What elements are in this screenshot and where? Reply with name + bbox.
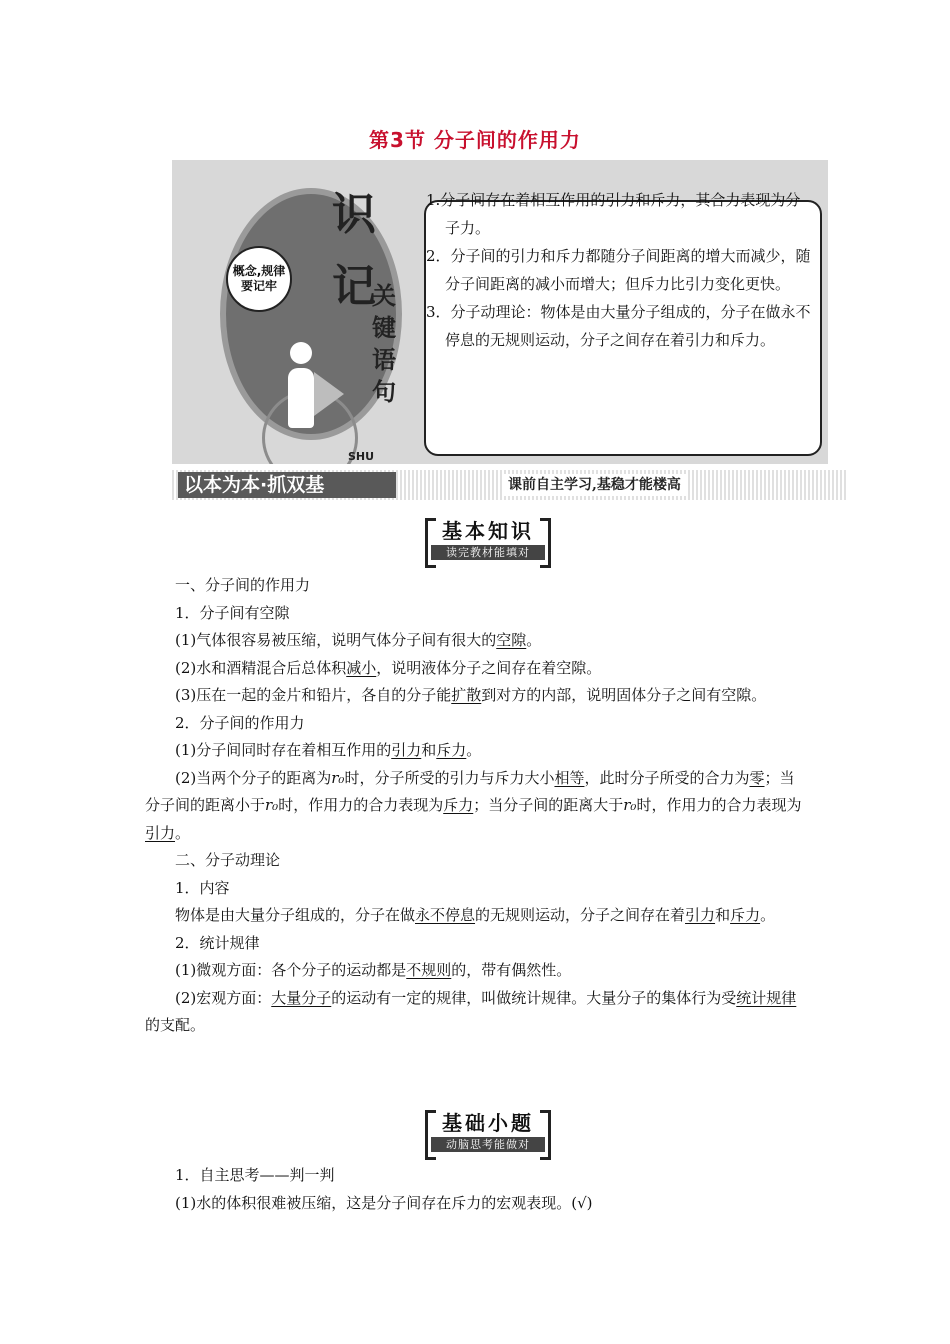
vertical-char: 键 (372, 314, 396, 342)
section-bar-title: 以本为本·抓双基 (178, 472, 396, 498)
banner-big-char-2: 记 (332, 261, 376, 312)
vertical-char: 句 (372, 378, 396, 406)
basic-knowledge-tag (425, 518, 551, 560)
blank-answer: 引力 (685, 906, 716, 924)
bracket-left-icon (425, 1110, 436, 1160)
banner-small-text: SHU (348, 450, 375, 463)
bracket-left-icon (425, 518, 436, 568)
banner-vertical-text (372, 280, 398, 408)
blank-answer: 扩散 (451, 686, 482, 704)
subheading-1: 1．分子间有空隙 (175, 603, 290, 622)
paragraph: (2)水和酒精混合后总体积减小，说明液体分子之间存在着空隙。 (175, 658, 602, 677)
blank-answer: 相等 (554, 768, 585, 787)
blank-answer: 斥力 (443, 796, 474, 814)
tag-sub: 读完教材能填对 (431, 545, 545, 560)
person-icon-head (290, 342, 312, 364)
blank-answer: 引力 (145, 823, 176, 842)
knowledge-content (145, 572, 807, 1040)
heading-2: 二、分子动理论 (175, 851, 281, 869)
bubble-line2: 要记牢 (240, 279, 277, 293)
heading-1: 一、分子间的作用力 (175, 576, 311, 594)
paragraph: (1)分子间同时存在着相互作用的引力和斥力。 (175, 741, 482, 759)
bubble-line1: 概念,规律 (232, 264, 286, 278)
paragraph: (1)微观方面：各个分子的运动都是不规则的，带有偶然性。 (175, 961, 572, 979)
subheading-4: 2．统计规律 (175, 933, 260, 952)
basic-exercises-tag (425, 1110, 551, 1152)
exercises-content (145, 1162, 807, 1217)
key-sentences-banner (172, 160, 828, 464)
blank-answer: 引力 (391, 741, 422, 759)
person-icon-body (288, 368, 314, 428)
paragraph: (2)当两个分子的距离为r₀时，分子所受的引力与斥力大小相等，此时分子所受的合力为零；当分子间的距离小于r₀时，作用力的合力表现为斥力；当分子间的距离大于r₀时，作用力的合力表现为引力。 (145, 768, 802, 842)
paragraph: (3)压在一起的金片和铅片，各自的分子能扩散到对方的内部，说明固体分子之间有空隙。 (175, 686, 767, 704)
blank-answer: 斥力 (436, 741, 467, 759)
blank-answer: 不规则 (406, 961, 452, 979)
tag-sub: 动脑思考能做对 (431, 1137, 545, 1152)
blank-answer: 大量分子 (271, 988, 332, 1007)
blank-answer: 空隙 (496, 631, 527, 649)
blank-answer: 永不停息 (415, 906, 476, 924)
section-bar (172, 470, 848, 500)
blank-answer: 零 (749, 768, 765, 787)
tag-main: 基本知识 (442, 519, 534, 543)
paragraph: (1)气体很容易被压缩，说明气体分子间有很大的空隙。 (175, 631, 542, 649)
arrow-icon (314, 372, 344, 416)
exercise-question: (1)水的体积很难被压缩，这是分子间存在斥力的宏观表现。(√) (175, 1193, 593, 1212)
bracket-right-icon (540, 1110, 551, 1160)
page-title: 第3节 分子间的作用力 (369, 128, 581, 152)
paragraph: (2)宏观方面：大量分子的运动有一定的规律，叫做统计规律。大量分子的集体行为受统计规律的支配。 (145, 988, 797, 1034)
blank-answer: 斥力 (730, 906, 761, 924)
exercise-subheading: 1．自主思考——判一判 (175, 1166, 335, 1184)
blank-answer: 减小 (346, 658, 377, 677)
key-point: 3．分子动理论：物体是由大量分子组成的，分子在做永不停息的无规则运动，分子之间存在着引力和斥力。 (426, 303, 811, 349)
key-points-list (426, 186, 814, 354)
key-point: 1.分子间存在着相互作用的引力和斥力，其合力表现为分子力。 (426, 191, 801, 237)
tag-main: 基础小题 (442, 1111, 534, 1135)
subheading-2: 2．分子间的作用力 (175, 713, 305, 732)
section-bar-subtitle: 课前自主学习,基稳才能楼高 (502, 474, 687, 496)
vertical-char: 语 (372, 346, 396, 374)
key-point: 2．分子间的引力和斥力都随分子间距离的增大而减少，随分子间距离的减小而增大；但斥力比引力变化更快。 (426, 247, 811, 293)
speech-bubble (226, 246, 292, 312)
banner-big-char-1: 识 (332, 189, 376, 240)
blank-answer: 统计规律 (736, 988, 797, 1007)
paragraph: 物体是由大量分子组成的，分子在做永不停息的无规则运动，分子之间存在着引力和斥力。 (175, 906, 776, 924)
subheading-3: 1．内容 (175, 878, 230, 897)
vertical-char: 关 (372, 282, 396, 310)
bracket-right-icon (540, 518, 551, 568)
